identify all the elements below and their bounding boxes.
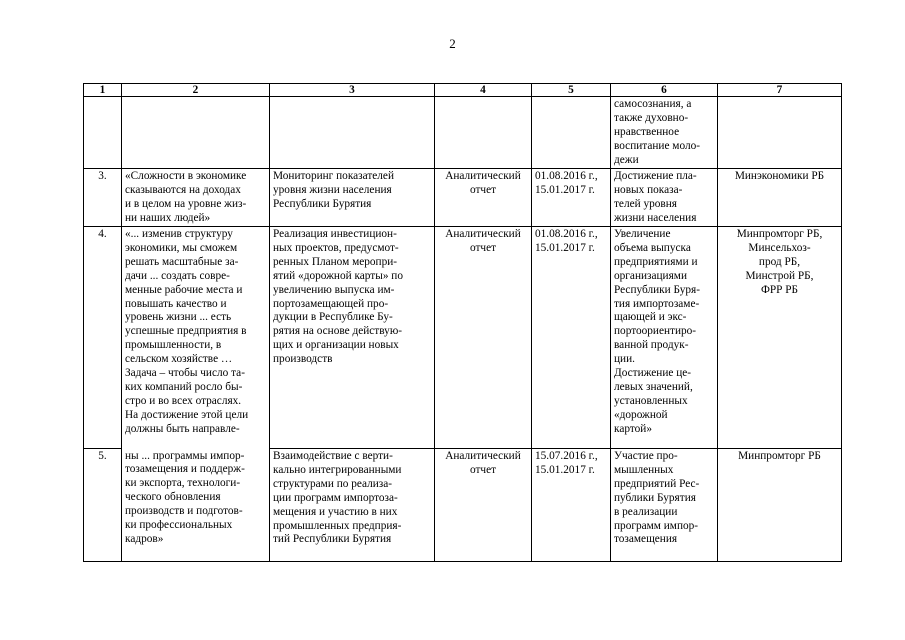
table-header-row: [84, 84, 842, 97]
responsible-cell: [718, 449, 842, 562]
action-cell: [270, 169, 435, 227]
table-row: [84, 169, 842, 227]
result-cell: [611, 169, 718, 227]
action-cell: [270, 227, 435, 449]
responsible-text: Минпромторг РБ: [738, 450, 821, 462]
result-cell: [611, 449, 718, 562]
responsible-text: Минэкономики РБ: [734, 170, 825, 182]
doc-type-cell: [435, 169, 532, 227]
responsible-text: Минпромторг РБ, Минсельхоз- прод РБ, Минстрой РБ, ФРР РБ: [736, 228, 823, 296]
column-header: 7: [718, 84, 842, 97]
table-row: [84, 227, 842, 449]
action-text: Взаимодействие с верти- кально интегрированными структурами по реализа- ции программ импортоза- мещения и участию в них промышленных предприя- тий Республики Бурятия: [273, 450, 402, 546]
doc-type-text: Аналитический отчет: [445, 228, 521, 254]
doc-type-cell: [435, 227, 532, 449]
doc-type-cell: [435, 97, 532, 169]
dates-text: 01.08.2016 г., 15.01.2017 г.: [535, 170, 598, 196]
responsible-cell: [718, 97, 842, 169]
result-text: Достижение пла- новых показа- телей уровня жизни населения: [614, 170, 697, 224]
quote-text: «... изменив структуру экономики, мы сможем решать масштабные за- дачи ... создать совре- менные рабочие места и повышать качество и уровень жизни ... есть успешные предприятия в промышленности, в сельском хозяйстве … Задача – чтобы число та- ких компаний росло бы- стро и во всех отраслях. На достижение этой цели должны быть направле-: [125, 228, 249, 435]
page-number: 2: [449, 36, 456, 51]
column-header: 6: [611, 84, 718, 97]
row-number: 4.: [98, 228, 107, 240]
column-header: 2: [122, 84, 270, 97]
doc-type-text: Аналитический отчет: [445, 450, 521, 476]
result-cell: [611, 227, 718, 449]
result-text: самосознания, а также духовно- нравственное воспитание моло- дежи: [614, 98, 701, 166]
row-number: 5.: [98, 450, 107, 462]
row-number-cell: [84, 227, 122, 449]
column-header: 4: [435, 84, 532, 97]
dates-text: 01.08.2016 г., 15.01.2017 г.: [535, 228, 598, 254]
row-number-cell: [84, 169, 122, 227]
responsible-cell: [718, 227, 842, 449]
row-number: 3.: [98, 170, 107, 182]
dates-text: 15.07.2016 г., 15.01.2017 г.: [535, 450, 598, 476]
quote-cell: [122, 227, 270, 449]
dates-cell: [532, 97, 611, 169]
table-row: [84, 97, 842, 169]
responsible-cell: [718, 169, 842, 227]
column-header: 1: [84, 84, 122, 97]
doc-type-text: Аналитический отчет: [445, 170, 521, 196]
row-number-cell: [84, 449, 122, 562]
quote-text: «Сложности в экономике сказываются на доходах и в целом на уровне жиз- ни наших людей»: [125, 170, 247, 224]
action-cell: [270, 449, 435, 562]
action-cell: [270, 97, 435, 169]
dates-cell: [532, 227, 611, 449]
doc-type-cell: [435, 449, 532, 562]
result-text: Увеличение объема выпуска предприятиями и организациями Республики Буря- тия импортозаме- щающей и экс- портоориентиро- ванной продук- ции. Достижение це- левых значений, установленных «дорожной картой»: [614, 228, 700, 435]
table-row: [84, 449, 842, 562]
action-text: Мониторинг показателей уровня жизни населения Республики Бурятия: [273, 170, 394, 210]
quote-cell: [122, 169, 270, 227]
quote-cell: [122, 449, 270, 562]
row-number-cell: [84, 97, 122, 169]
dates-cell: [532, 169, 611, 227]
quote-text: ны ... программы импор- тозамещения и поддерж- ки экспорта, технологи- ческого обновления производств и подготов- ки профессиональных кадров»: [125, 449, 245, 545]
column-header: 5: [532, 84, 611, 97]
plan-table: [83, 83, 842, 562]
dates-cell: [532, 449, 611, 562]
column-header: 3: [270, 84, 435, 97]
action-text: Реализация инвестицион- ных проектов, предусмот- ренных Планом меропри- ятий «дорожной карты» по увеличению выпуска им- портозамещающей про- дукции в Республике Бу- рятия на основе действую- щих и организации новых производств: [273, 228, 404, 366]
result-cell: [611, 97, 718, 169]
quote-cell: [122, 97, 270, 169]
result-text: Участие про- мышленных предприятий Рес- публики Бурятия в реализации программ импор- тозамещения: [614, 450, 700, 546]
